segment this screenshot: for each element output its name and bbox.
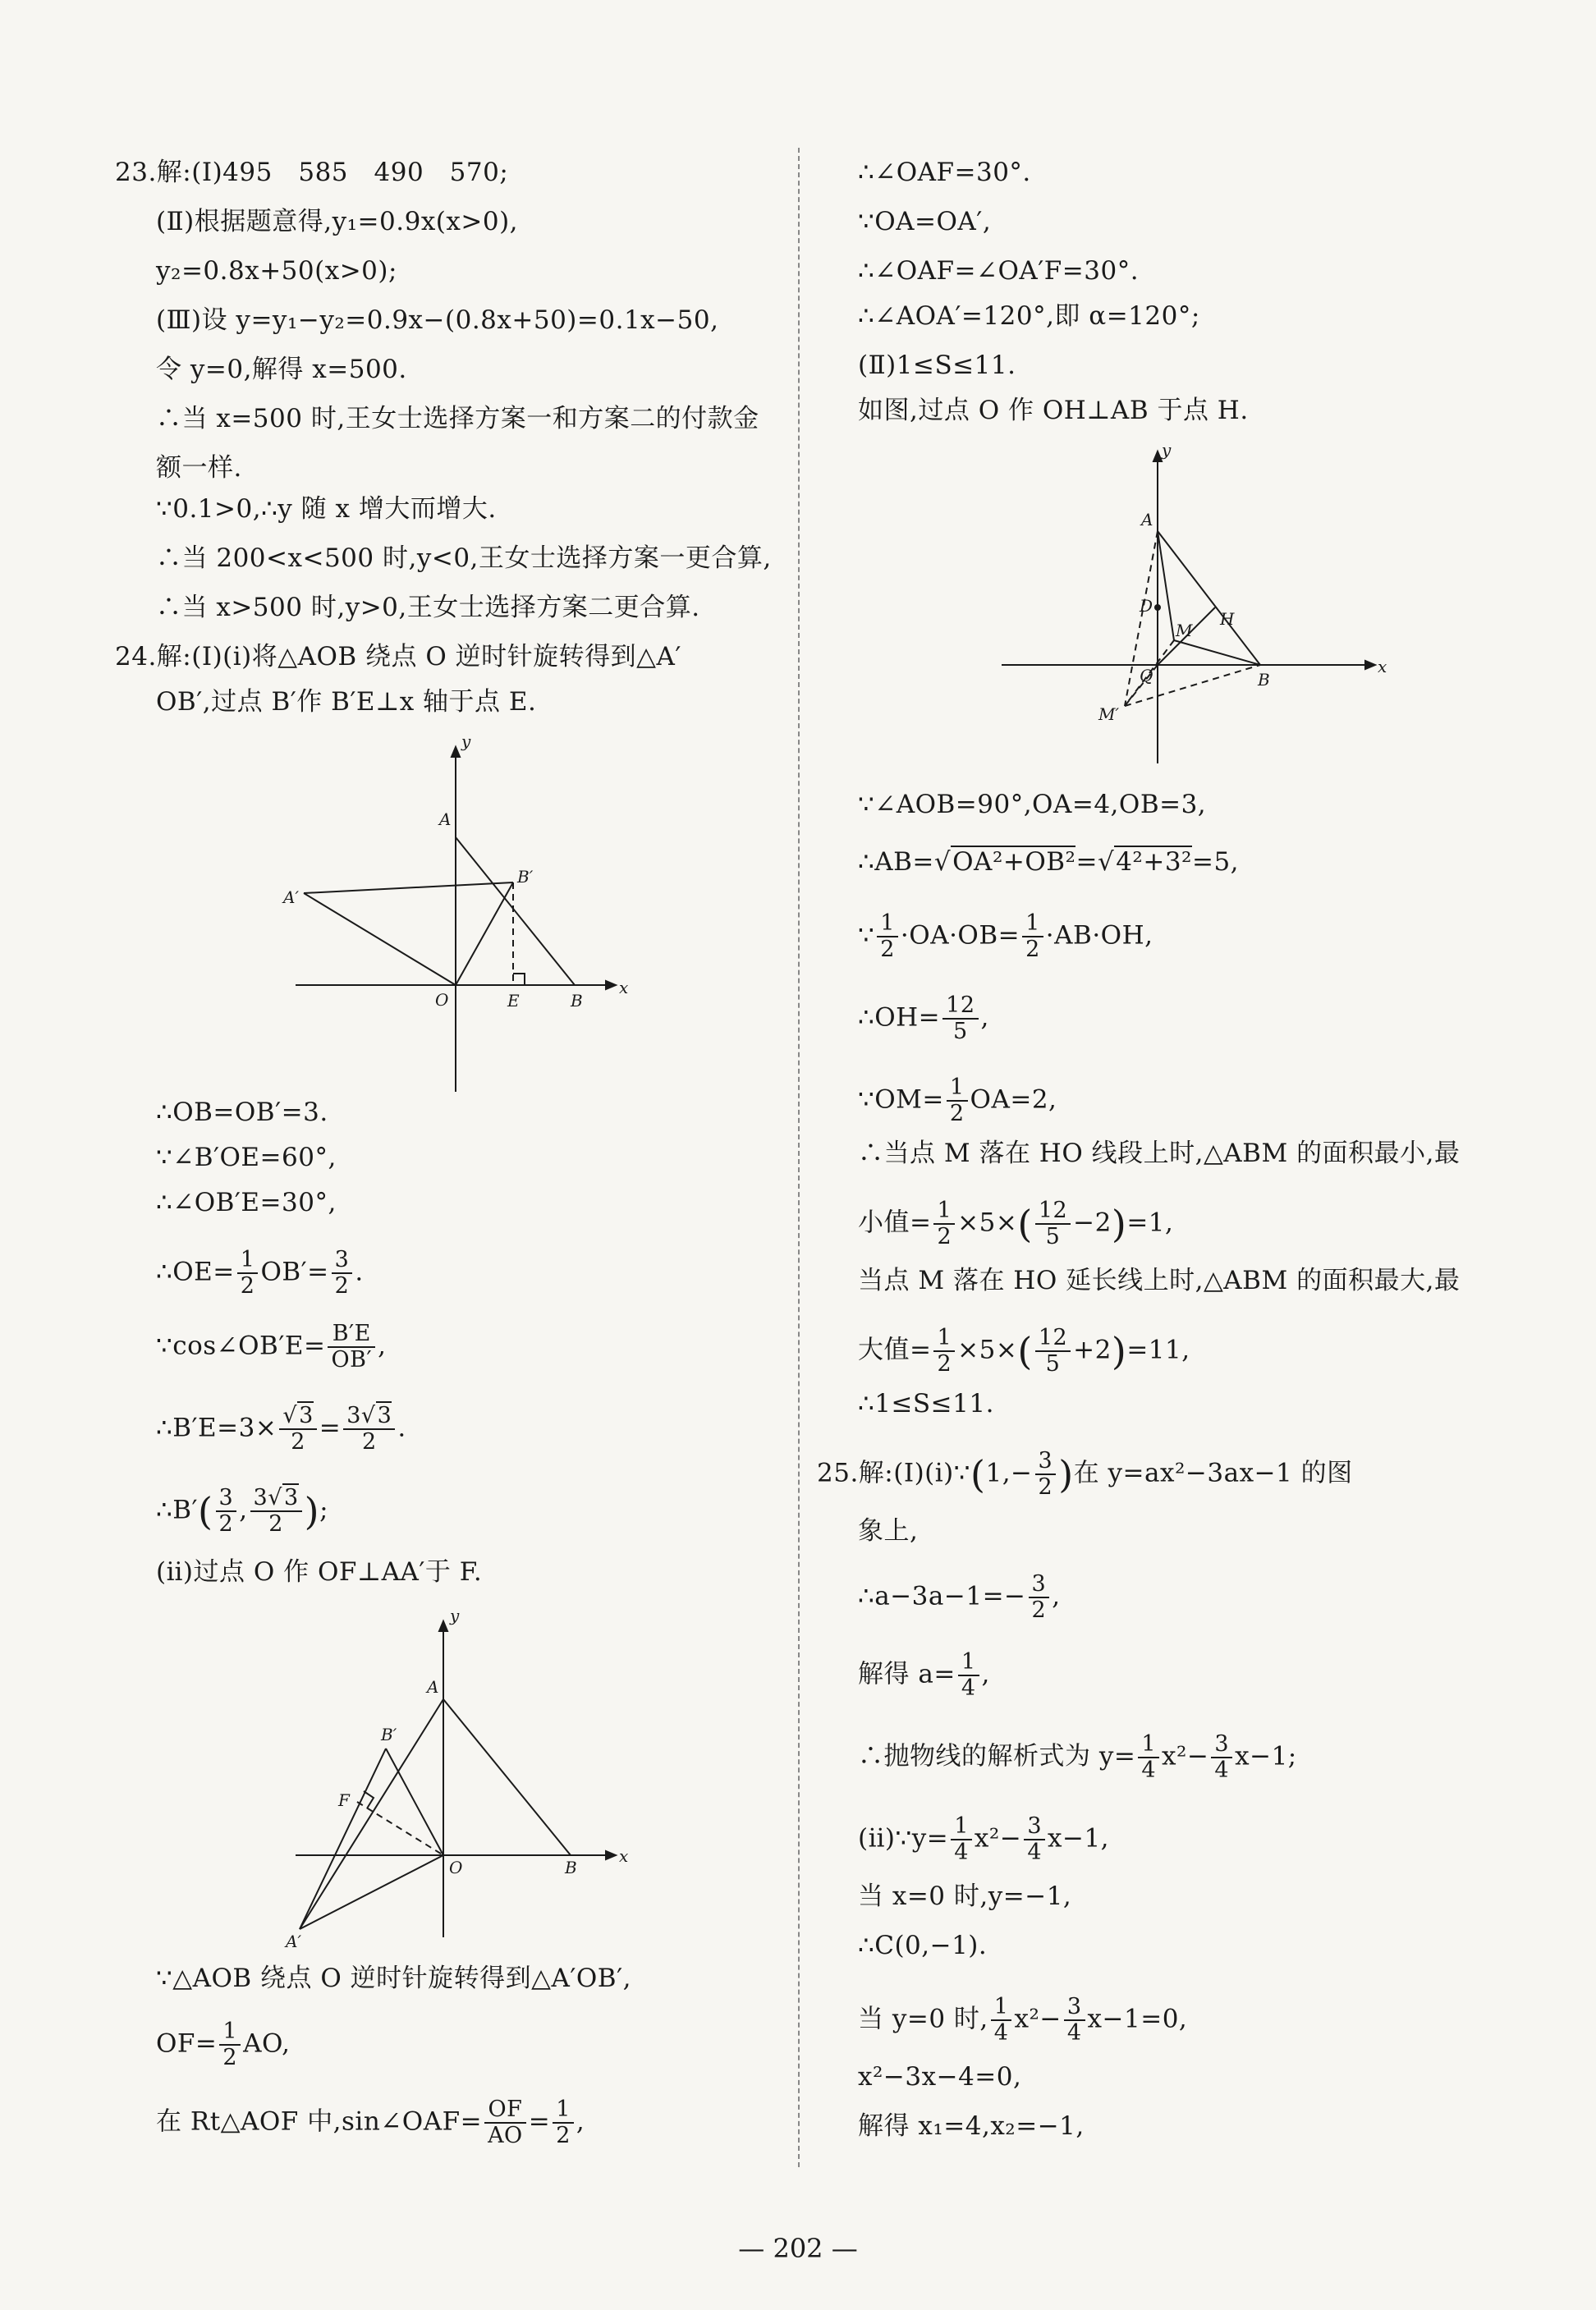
label: M′ bbox=[1098, 704, 1120, 724]
text-line: 当点 M 落在 HO 延长线上时,△ABM 的面积最大,最 bbox=[858, 1266, 1461, 1295]
text-part: ∵ bbox=[858, 920, 875, 951]
column-divider bbox=[798, 148, 800, 2167]
text-line: ∴∠OB′E=30°, bbox=[156, 1188, 337, 1217]
label: B bbox=[1258, 670, 1270, 690]
label: B′ bbox=[517, 867, 534, 887]
label: A bbox=[439, 809, 452, 829]
text-part: 在 Rt△AOF 中,sin∠OAF= bbox=[156, 2106, 483, 2137]
label: Q bbox=[1140, 666, 1153, 685]
label: A′ bbox=[286, 1932, 301, 1951]
label: A′ bbox=[283, 887, 299, 907]
text-line: 当 y=0 时, $\frac{1}{4}$ x²− $\frac{3}{4}$ x−1=0, bbox=[858, 1994, 1188, 2046]
label: y bbox=[1162, 440, 1172, 460]
label: D bbox=[1140, 596, 1153, 616]
text-part: ∴OE= bbox=[156, 1257, 235, 1287]
label: O bbox=[449, 1858, 463, 1877]
page-number-value: 202 bbox=[773, 2233, 823, 2264]
text-line: (Ⅱ)根据题意得,y₁=0.9x(x>0), bbox=[156, 207, 519, 236]
text-line: ∴∠OAF=30°. bbox=[858, 158, 1031, 187]
text-part: ∵OM= bbox=[858, 1084, 944, 1115]
text-line: 23.解:(Ⅰ)495 585 490 570; bbox=[115, 158, 509, 187]
text-line: (ⅱ)∵y= $\frac{1}{4}$ x²− $\frac{3}{4}$ x−1, bbox=[858, 1813, 1110, 1865]
text-part: 大值= bbox=[858, 1335, 932, 1365]
text-line: ∴抛物线的解析式为 y= $\frac{1}{4}$ x²− $\frac{3}{4}$ x−1; bbox=[858, 1731, 1297, 1783]
text-part: 当 y=0 时, bbox=[858, 2004, 988, 2034]
text-line: ∴OE= $\frac{1}{2}$ OB′= $\frac{3}{2}$ . bbox=[156, 1247, 364, 1299]
text-line: ∵∠B′OE=60°, bbox=[156, 1143, 337, 1172]
text-line: ∴OH= $\frac{12}{5}$ , bbox=[858, 992, 989, 1044]
text-part: ∵cos∠OB′E= bbox=[156, 1331, 326, 1361]
text-line: ∵cos∠OB′E= $\frac{B'E}{OB'}$ , bbox=[156, 1321, 387, 1373]
label: B bbox=[571, 991, 583, 1011]
text-line: ∵∠AOB=90°,OA=4,OB=3, bbox=[858, 790, 1207, 819]
text-line: ∴AB=√OA²+OB²=√4²+3²=5, bbox=[858, 847, 1240, 877]
text-line: ∴当 x>500 时,y>0,王女士选择方案二更合算. bbox=[156, 593, 700, 622]
text-part: ∴OH= bbox=[858, 1002, 941, 1033]
text-line: ∴∠OAF=∠OA′F=30°. bbox=[858, 256, 1140, 286]
text-line: ∴当 x=500 时,王女士选择方案一和方案二的付款金 bbox=[156, 404, 759, 433]
text-part: ∴AB= bbox=[858, 847, 934, 877]
text-line: OB′,过点 B′作 B′E⊥x 轴于点 E. bbox=[156, 687, 537, 717]
text-line: 25.解:(Ⅰ)(ⅰ)∵(1,− $\frac{3}{2}$ )在 y=ax²−3ax−1 的图 bbox=[817, 1448, 1353, 1500]
text-part: ∴B′E=3× bbox=[156, 1413, 277, 1443]
label: A bbox=[1141, 510, 1153, 529]
label: E bbox=[507, 991, 520, 1011]
text-line: 解得 x₁=4,x₂=−1, bbox=[858, 2111, 1085, 2141]
text-line: 小值= $\frac{1}{2}$ ×5×( $\frac{12}{5}$ −2)=1, bbox=[858, 1198, 1174, 1249]
label: M bbox=[1176, 621, 1193, 640]
label: B bbox=[565, 1858, 577, 1877]
label: F bbox=[338, 1790, 350, 1810]
text-part: (ⅱ)∵y= bbox=[858, 1823, 949, 1854]
text-line: ∵△AOB 绕点 O 逆时针旋转得到△A′OB′, bbox=[156, 1964, 631, 1993]
label: x bbox=[1378, 657, 1387, 676]
text-line: ∴C(0,−1). bbox=[858, 1931, 988, 1960]
figure-1 bbox=[271, 731, 640, 1100]
text-line: ∴B′( $\frac{3}{2}$ , $\frac{3√3}{2}$ ); bbox=[156, 1485, 329, 1537]
text-part: 解得 a= bbox=[858, 1659, 956, 1689]
text-part: ∴a−3a−1=− bbox=[858, 1581, 1026, 1611]
label: y bbox=[450, 1609, 460, 1625]
text-line: 24.解:(Ⅰ)(ⅰ)将△AOB 绕点 O 逆时针旋转得到△A′ bbox=[115, 642, 681, 671]
text-line: (Ⅲ)设 y=y₁−y₂=0.9x−(0.8x+50)=0.1x−50, bbox=[156, 305, 719, 335]
text-line: 如图,过点 O 作 OH⊥AB 于点 H. bbox=[858, 396, 1249, 425]
label: x bbox=[619, 978, 629, 997]
text-line: ∵0.1>0,∴y 随 x 增大而增大. bbox=[156, 494, 497, 524]
text-part: ∴B′ bbox=[156, 1495, 199, 1525]
text-line: (ⅱ)过点 O 作 OF⊥AA′于 F. bbox=[156, 1557, 483, 1587]
figure-3 bbox=[993, 439, 1387, 776]
text-line: ∵OA=OA′, bbox=[858, 207, 992, 236]
label: A bbox=[427, 1677, 439, 1697]
text-line: 额一样. bbox=[156, 453, 242, 483]
text-line: 当 x=0 时,y=−1, bbox=[858, 1881, 1072, 1911]
text-part: ∴抛物线的解析式为 y= bbox=[858, 1741, 1136, 1771]
text-line: ∵ $\frac{1}{2}$ ·OA·OB= $\frac{1}{2}$ ·AB·OH, bbox=[858, 910, 1153, 962]
label: H bbox=[1220, 609, 1235, 629]
text-line: (Ⅱ)1≤S≤11. bbox=[858, 351, 1016, 380]
text-line: ∴a−3a−1=− $\frac{3}{2}$ , bbox=[858, 1571, 1061, 1623]
text-line: 象上, bbox=[858, 1516, 919, 1546]
label: B′ bbox=[381, 1725, 397, 1744]
text-line: y₂=0.8x+50(x>0); bbox=[156, 256, 397, 286]
label: O bbox=[435, 990, 449, 1010]
text-line: 解得 a= $\frac{1}{4}$ , bbox=[858, 1649, 990, 1701]
text-line: 令 y=0,解得 x=500. bbox=[156, 355, 407, 384]
text-line: ∴B′E=3× $\frac{√3}{2}$ = $\frac{3√3}{2}$ . bbox=[156, 1403, 406, 1455]
page-number: — 202 — bbox=[738, 2233, 858, 2264]
text-line: ∴当点 M 落在 HO 线段上时,△ABM 的面积最小,最 bbox=[858, 1139, 1461, 1168]
label: x bbox=[619, 1846, 629, 1866]
text-line: ∴当 200<x<500 时,y<0,王女士选择方案一更合算, bbox=[156, 543, 772, 573]
text-line: ∴∠AOA′=120°,即 α=120°; bbox=[858, 301, 1200, 331]
text-part: OF= bbox=[156, 2028, 218, 2059]
text-part: 25.解:(Ⅰ)(ⅰ)∵ bbox=[817, 1458, 971, 1488]
text-line: 大值= $\frac{1}{2}$ ×5×( $\frac{12}{5}$ +2)=11, bbox=[858, 1325, 1190, 1377]
text-part: 小值= bbox=[858, 1208, 932, 1238]
text-line: ∴OB=OB′=3. bbox=[156, 1098, 328, 1127]
text-line: ∴1≤S≤11. bbox=[858, 1389, 994, 1419]
figure-2 bbox=[279, 1609, 632, 1954]
text-line: OF= $\frac{1}{2}$ AO, bbox=[156, 2019, 291, 2070]
text-line: 在 Rt△AOF 中,sin∠OAF= $\frac{OF}{AO}$ = $\frac{1}{2}$ , bbox=[156, 2097, 585, 2148]
label: y bbox=[461, 731, 471, 751]
text-line: x²−3x−4=0, bbox=[858, 2062, 1022, 2092]
text-line: ∵OM= $\frac{1}{2}$ OA=2, bbox=[858, 1075, 1057, 1126]
